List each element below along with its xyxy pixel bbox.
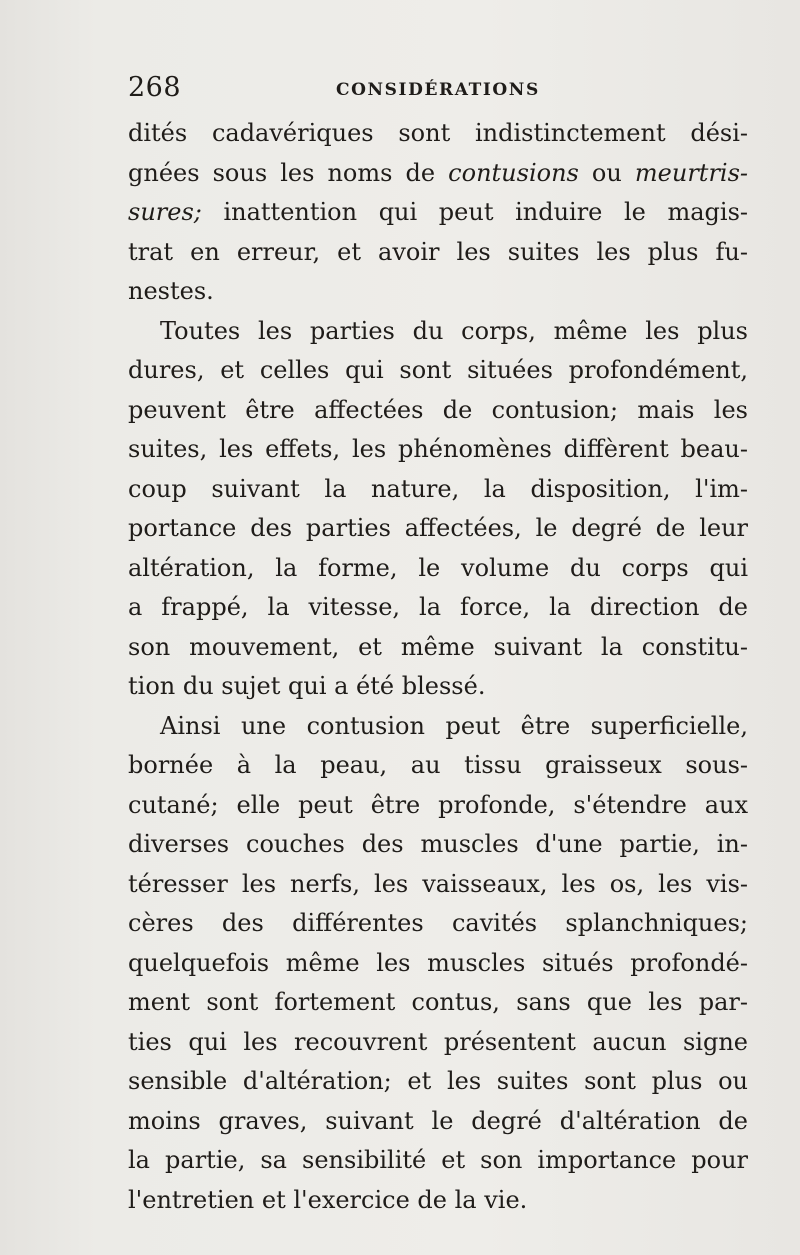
text-line: tion du sujet qui a été blessé.: [128, 672, 486, 700]
text-line: nestes.: [128, 277, 214, 305]
running-head: CONSIDÉRATIONS: [336, 80, 540, 100]
text-segment: Ainsi une contusion peut être superficielle,: [160, 711, 748, 740]
italic-term: meurtris-: [634, 158, 749, 187]
text-line: la partie, sa sensibilité et son importance pour: [128, 1146, 748, 1174]
text-line: l'entretien et l'exercice de la vie.: [128, 1185, 528, 1214]
text-line: peuvent être affectées de contusion; mais les: [128, 395, 748, 424]
text-line: portance des parties affectées, le degré de leur: [128, 514, 748, 542]
page-number: 268: [128, 72, 182, 103]
text-line: coup suivant la nature, la disposition, l'im-: [128, 474, 748, 503]
text-segment: Toutes les parties du corps, même les plus: [160, 316, 748, 345]
text-line: cères des différentes cavités splanchniques;: [128, 909, 748, 937]
text-line: ties qui les recouvrent présentent aucun signe: [128, 1027, 748, 1056]
text-line: bornée à la peau, au tissu graisseux sous-: [128, 751, 748, 779]
text-line: moins graves, suivant le degré d'altération de: [128, 1106, 748, 1135]
text-line: dures, et celles qui sont situées profondément,: [128, 356, 748, 384]
text-line: trat en erreur, et avoir les suites les plus fu-: [128, 237, 748, 266]
text-segment: gnées sous les noms de: [128, 158, 436, 187]
paragraph-3: [128, 707, 748, 1221]
body-text: [128, 114, 748, 1220]
italic-term: sures;: [128, 198, 202, 226]
italic-term: contusions: [448, 158, 579, 187]
text-line: [128, 312, 748, 352]
text-line: quelquefois même les muscles situés profondé-: [128, 948, 748, 977]
text-line: altération, la forme, le volume du corps qui: [128, 553, 748, 582]
text-segment: inattention qui peut induire le magis-: [223, 198, 748, 226]
page-header: [128, 72, 748, 112]
paragraph-2: [128, 312, 748, 707]
text-line: [128, 154, 748, 194]
text-line: [128, 707, 748, 747]
text-line: diverses couches des muscles d'une partie, in-: [128, 830, 748, 858]
text-line: téresser les nerfs, les vaisseaux, les os, les vis-: [128, 869, 748, 898]
text-line: suites, les effets, les phénomènes diffèrent beau-: [128, 435, 748, 463]
text-line: dités cadavériques sont indistinctement dési-: [128, 119, 748, 147]
text-line: a frappé, la vitesse, la force, la direction de: [128, 593, 748, 621]
text-segment: ou: [591, 158, 622, 187]
text-line: sensible d'altération; et les suites sont plus ou: [128, 1067, 748, 1095]
text-line: ment sont fortement contus, sans que les par-: [128, 988, 748, 1016]
text-line: son mouvement, et même suivant la constitu-: [128, 632, 748, 661]
paragraph-1: [128, 114, 748, 312]
text-line: cutané; elle peut être profonde, s'étendre aux: [128, 790, 748, 819]
text-line: [128, 193, 748, 233]
